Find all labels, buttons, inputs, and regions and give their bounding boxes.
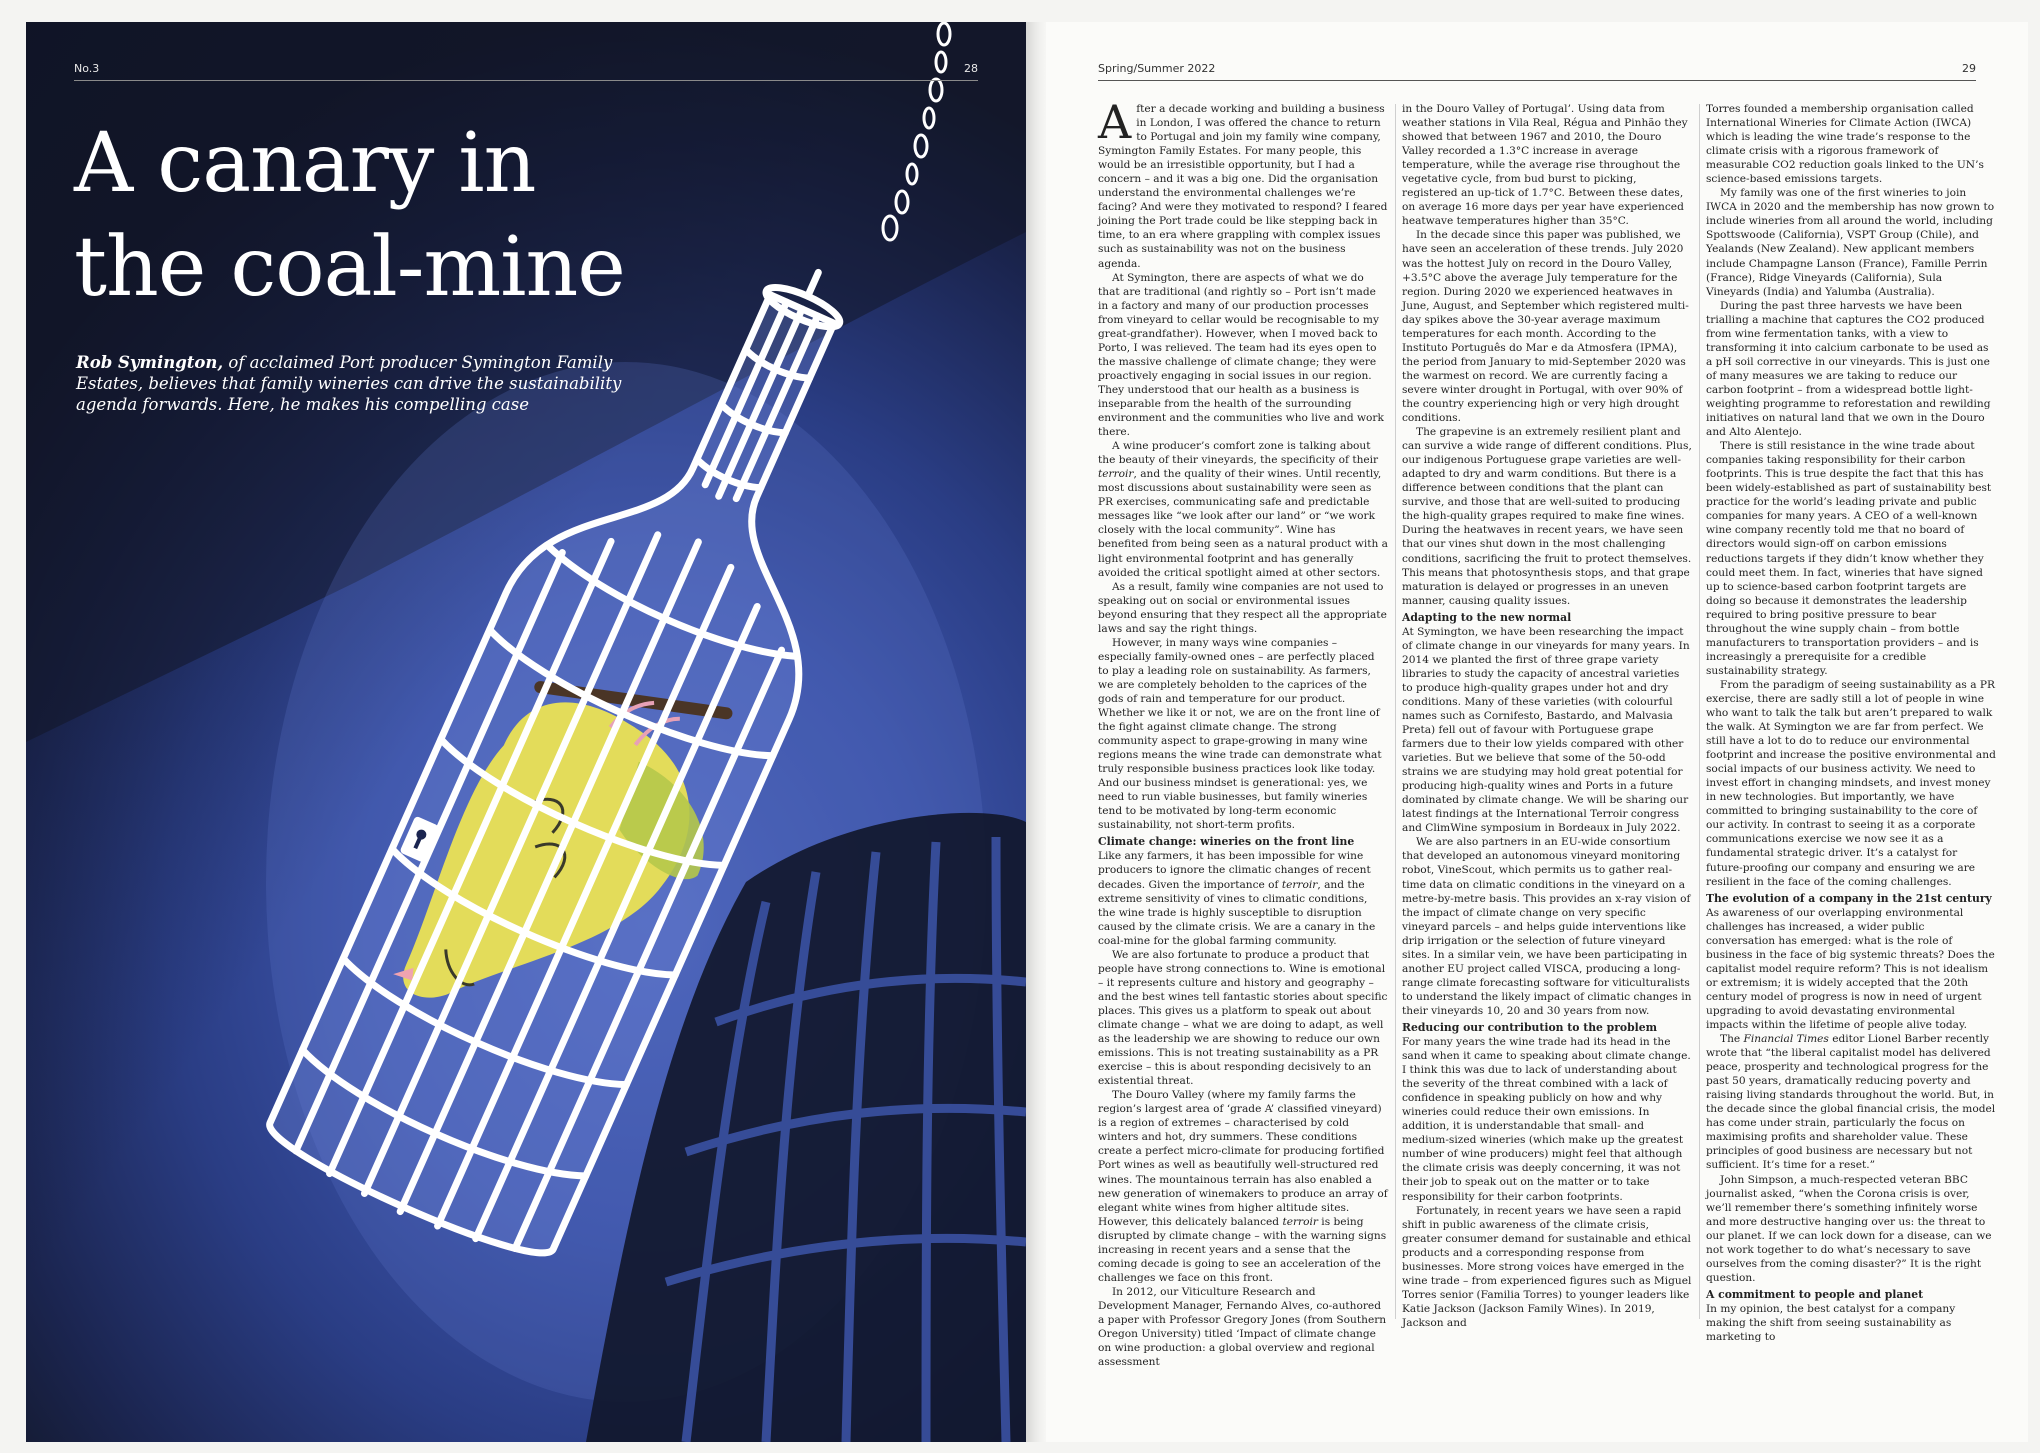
right-page [1046,22,2028,1442]
edition-label: Spring/Summer 2022 [1098,62,1216,75]
standfirst-text: of acclaimed Port producer Symington Family Estates, believes that family wineries can drive the sustainability agenda forwards. Here, he makes his compelling case [76,353,622,414]
paragraph: John Simpson, a much-respected veteran BBC journalist asked, “when the Corona crisis is over, we’ll remember there’s something infinitely worse and more destructive hanging over us: the threat to our planet. If we can lock down for a disease, can we not work together to do what’s necessary to save ourselves from the coming disaster?” It is the right question. [1706,1173,1992,1284]
subheading: The evolution of a company in the 21st century [1706,891,1992,905]
article-column-1 [1098,95,1388,1369]
article-column-3 [1706,102,1996,1344]
paragraph: In my opinion, the best catalyst for a company making the shift from seeing sustainability as marketing to [1706,1302,1956,1343]
paragraph: However, in many ways wine companies – especially family-owned ones – are perfectly placed to play a leading role on sustainability. As farmers, we are completely beholden to the caprices of the gods of rain and temperature for our product. Whether we like it or not, we are on the front line of the fight against climate change. The strong community aspect to grape-growing in many wine regions means the wine trade can demonstrate what truly responsible business practices look like today. And our business mindset is generational: yes, we need to run viable businesses, but family wineries tend to be motivated by long-term economic sustainability, not short-term profits. [1098,636,1382,832]
paragraph: We are also fortunate to produce a product that people have strong connections to. Wine is emotional – it represents culture and history and geography – and the best wines tell fantastic stories about specific places. This gives us a platform to speak out about climate change – what we are doing to adapt, as well as the leadership we are showing to reduce our own emissions. This is not treating sustainability as a PR exercise – this is about responding decisively to an existential threat. [1098,948,1388,1088]
paragraph: In the decade since this paper was published, we have seen an acceleration of these trends. July 2020 was the hottest July on record in the Douro Valley, +3.5°C above the average July temperature for the region. During 2020 we experienced heatwaves in June, August, and September which registered multi-day spikes above the 30-year average maximum temperatures for each month. According to the Instituto Português do Mar e da Atmosfera (IPMA), the period from January to mid-September 2020 was the warmest on record. We are currently facing a severe winter drought in Portugal, with over 90% of the country experiencing high or very high drought conditions. [1402,229,1689,425]
subheading: Reducing our contribution to the problem [1402,1021,1658,1034]
paragraph: Torres founded a membership organisation called International Wineries for Climate Action (IWCA) which is leading the wine trade’s response to the climate crisis with a rigorous framework of measurable CO2 reduction goals linked to the UN’s science-based emissions targets. [1706,103,1984,186]
issue-number: No.3 [74,62,100,75]
paragraph: Fortunately, in recent years we have seen a rapid shift in public awareness of the climate crisis, greater consumer demand for sustainable and ethical products and a corresponding response from businesses. More strong voices have emerged in the wine trade – from experienced figures such as Miguel Torres senior (Familia Torres) to younger leaders like Katie Jackson (Jackson Family Wines). In 2019, Jackson and [1402,1204,1692,1329]
paragraph: Like any farmers, it has been impossible for wine producers to ignore the climatic changes of recent decades. Given the importance of terroir, and the extreme sensitivity of vines to climatic conditions, the wine trade is highly susceptible to disruption caused by the climate crisis. We are a canary in the coal-mine for the global farming community. [1098,850,1376,947]
paragraph: My family was one of the first wineries to join IWCA in 2020 and the membership has now grown to include wineries from all around the world, including Spottswoode (California), VSPT Group (Chile), and Yealands (New Zealand). New applicant members include Champagne Lanson (France), Famille Perrin (France), Ridge Vineyards (California), Sula Vineyards (India) and Yalumba (Australia). [1706,187,1995,298]
paragraph: We are also partners in an EU-wide consortium that developed an autonomous vineyard monitoring robot, VineScout, which permits us to gather real-time data on climatic conditions in the vineyard on a metre-by-metre basis. This provides an x-ray vision of the impact of climate change on very specific vineyard parcels – and helps guide interventions like drip irrigation or the selection of future vineyard sites. In a similar vein, we have been participating in another EU project called VISCA, producing a long-range climate forecasting software for viticulturalists to understand the likely impact of climatic changes in their vineyards 10, 20 and 30 years from now. [1402,836,1692,1017]
headline [74,112,674,320]
left-page [26,22,1026,1442]
paragraph: There is still resistance in the wine trade about companies taking responsibility for their carbon footprints. This is true despite the fact that this has been widely-established as part of sustainability best practice for the world’s leading private and public companies for many years. A CEO of a well-known wine company recently told me that no board of directors would sign-off on carbon emissions reductions targets if they didn’t know whether they could meet them. In fact, wineries that have signed up to science-based carbon footprint targets are doing so because it demonstrates the leadership required to bring positive pressure to bear throughout the wine supply chain – from bottle manufacturers to transportation providers – and is increasingly a prerequisite for a credible sustainability strategy. [1706,440,1992,677]
standfirst-author: Rob Symington, [76,353,224,372]
subheading: Climate change: wineries on the front line [1098,835,1355,849]
paragraph: During the past three harvests we have been trialling a machine that captures the CO2 produced from wine fermentation tanks, with a view to transforming it into calcium carbonate to be used as a pH soil corrective in our vineyards. This is just one of many measures we are taking to reduce our carbon footprint – from a widespread bottle light-weighting programme to reforestation and rewilding initiatives on natural land that we own in the Douro and Alto Alentejo. [1706,299,1991,439]
paragraph: The Financial Times editor Lionel Barber recently wrote that “the liberal capitalist model has delivered peace, prosperity and technological progress for the past 50 years, dramatically reducing poverty and raising living standards throughout the world. But, in the decade since the global financial crisis, the model has come under strain, particularly the focus on maximising profits and shareholder value. These principles of good business are necessary but not sufficient. It’s time for a reset.” [1706,1033,1996,1172]
paragraph: At Symington, there are aspects of what we do that are traditional (and rightly so – Port isn’t made in a factory and many of our production processes from vineyard to cellar would be recognisable to my great-grandfather). However, when I moved back to Porto, I was relieved. The team had its eyes open to the massive challenge of climate change; they were proactively engaging in social issues in our region. They understood that our health as a business is inseparable from the health of the surrounding environment and the communities who live and work there. [1098,271,1384,439]
headline-line-2: the coal-mine [74,220,625,315]
subheading: Adapting to the new normal [1402,610,1572,624]
headline-line-1: A canary in [74,116,536,211]
article-column-2 [1402,102,1692,1330]
paragraph: For many years the wine trade had its head in the sand when it came to speaking about climate change. I think this was due to lack of understanding about the severity of the threat combined with a lack of confidence in speaking publicly on how and why wineries could reduce their own emissions. In addition, it is understandable that small- and medium-sized wineries (which make up the greatest number of wine producers) might feel that although the climate crisis was deeply concerning, it was not their job to speak out on the matter or to take responsibility for their carbon footprints. [1402,1036,1691,1203]
column-rule-2 [1699,104,1700,1319]
spine-gutter [1026,22,1046,1442]
page-number-right: 29 [1962,62,1976,75]
paragraph: The grapevine is an extremely resilient plant and can survive a wide range of different conditions. Plus, our indigenous Portuguese grape varieties are well-adapted to dry and warm conditions. But there is a difference between conditions that the plant can survive, and those that are well-suited to producing the high-quality grapes required to make fine wines. During the heatwaves in recent years, we have seen that our vines shut down in the most challenging conditions, sacrificing the fruit to protect themselves. This means that photosynthesis stops, and that grape maturation is delayed or progresses in an uneven manner, causing quality issues. [1402,426,1692,607]
paragraph: The Douro Valley (where my family farms the region’s largest area of ‘grade A’ classified vineyard) is a region of extremes – characterised by cold winters and hot, dry summers. These conditions create a perfect micro-climate for producing fortified Port wines as well as beautifully well-structured red wines. The mountainous terrain has also enabled a new generation of winemakers to produce an array of elegant white wines from higher altitude sites. However, this delicately balanced terroir is being disrupted by climate change – with the warning signs increasing in recent years and a sense that the coming decade is going to see an acceleration of the challenges we face on this front. [1098,1089,1388,1284]
paragraph: At Symington, we have been researching the impact of climate change in our vineyards for many years. In 2014 we planted the first of three grape variety libraries to study the capacity of ancestral varieties to produce high-quality grapes under hot and dry conditions. Many of these varieties (with colourful names such as Cornifesto, Bastardo, and Malvasia Preta) fell out of favour with Portuguese grape farmers due to their low yields compared with other varieties. But we believe that some of the 50-odd strains we are studying may hold great potential for producing high-quality wines and Ports in a future dominated by climate change. We will be sharing our latest findings at the International Terroir congress and ClimWine symposium in Bordeaux in July 2022. [1402,625,1690,835]
top-rule-right [1098,80,1976,81]
paragraph: As awareness of our overlapping environmental challenges has increased, a wider public conversation has emerged: what is the role of business in the face of big systemic threats? Does the capitalist model require reform? This is not idealism or extremism; it is widely accepted that the 20th century model of progress is now in need of urgent upgrading to avoid devastating environmental impacts within the lifetime of people alive today. [1706,906,1995,1031]
paragraph: As a result, family wine companies are not used to speaking out on social or environmental issues beyond ensuring that they respect all the appropriate laws and say the right things. [1098,580,1387,635]
paragraph: In 2012, our Viticulture Research and Development Manager, Fernando Alves, co-authored a paper with Professor Gregory Jones (from Southern Oregon University) titled ‘Impact of climate change on wine production: a global overview and regional assessment [1098,1285,1387,1369]
top-rule-left [74,80,978,81]
page-number-left: 28 [964,62,978,75]
subheading: A commitment to people and planet [1706,1287,1924,1301]
paragraph: A wine producer’s comfort zone is talking about the beauty of their vineyards, the specificity of their terroir, and the quality of their wines. Until recently, most discussions about sustainability were seen as PR exercises, communicating safe and predictable messages like “we look after our land” or “we work closely with the local community”. Wine has benefited from being seen as a natural product with a light environmental footprint and has generally avoided the critical spotlight aimed at other sectors. [1098,440,1388,579]
paragraph: From the paradigm of seeing sustainability as a PR exercise, there are sadly still a lot of people in wine who want to talk the talk but aren’t prepared to walk the walk. At Symington we are far from perfect. We still have a lot to do to reduce our environmental footprint and increase the positive environmental and social impacts of our business activity. We need to invest effort in changing mindsets, and invest money in new technologies. But importantly, we have committed to bringing sustainability to the core of our activity. In contrast to seeing it as a corporate communications exercise we now see it as a fundamental strategic driver. It’s a catalyst for future-proofing our company and ensuring we are resilient in the face of the coming challenges. [1706,678,1996,888]
column-rule-1 [1395,104,1396,1319]
standfirst [76,352,646,415]
paragraph: in the Douro Valley of Portugal’. Using data from weather stations in Vila Real, Régua and Pinhão they showed that between 1967 and 2010, the Douro Valley recorded a 1.3°C increase in average temperature, while the average rise throughout the vegetative cycle, from bud burst to picking, registered an up-tick of 1.7°C. Between these dates, on average 16 more days per year have experienced heatwave temperatures higher than 35°C. [1402,103,1688,228]
drop-cap: A [1098,95,1132,149]
paragraph: After a decade working and building a business in London, I was offered the chance to return to Portugal and join my family wine company, Symington Family Estates. For many people, this would be an irresistible opportunity, but I had a concern – and it was a big one. Did the organisation understand the environmental challenges we’re facing? And were they motivated to respond? I feared joining the Port trade could be like stepping back in time, to an era where grappling with complex issues such as sustainability was not on the business agenda. [1098,95,1388,270]
